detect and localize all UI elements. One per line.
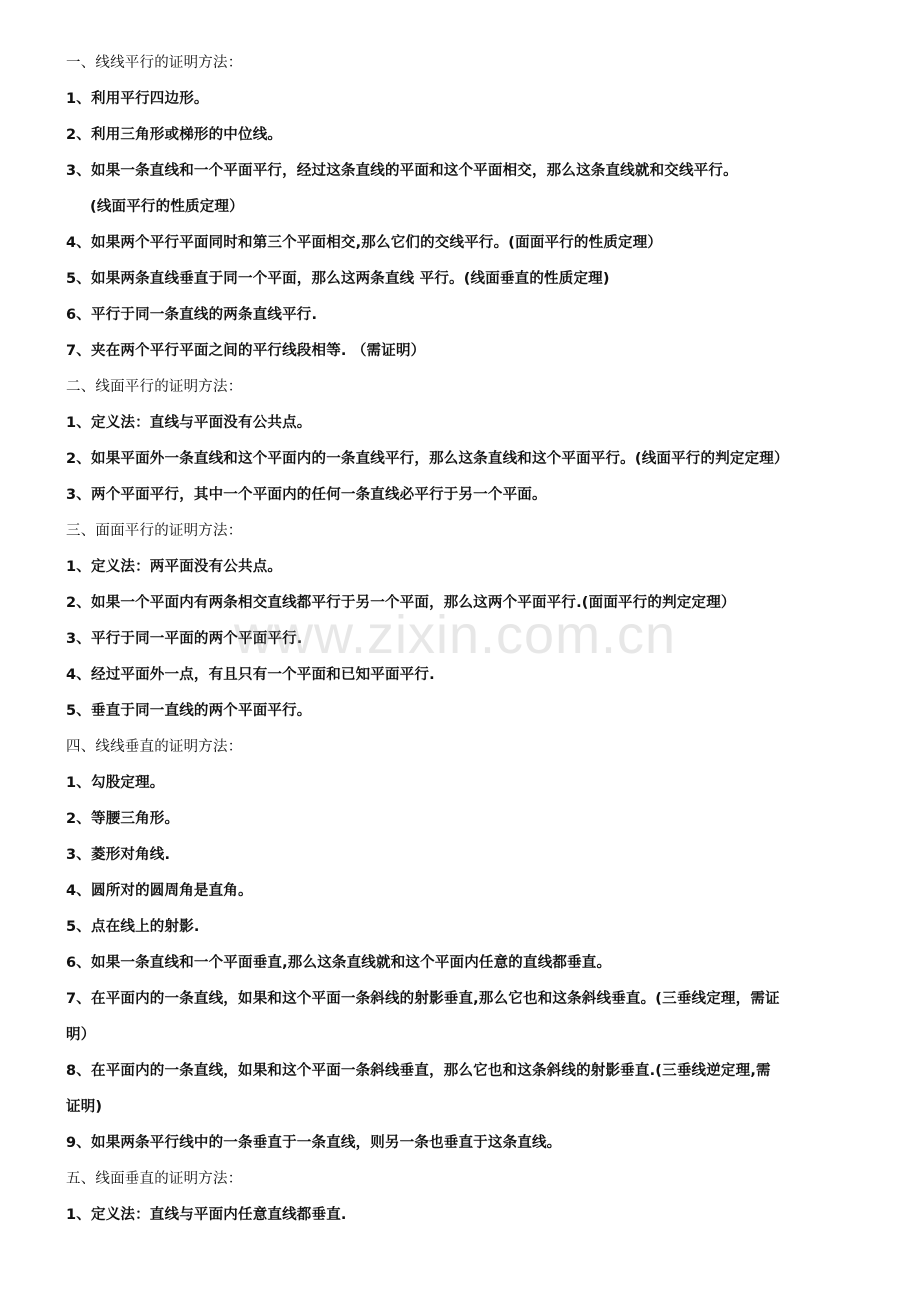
list-item: 6、平行于同一条直线的两条直线平行. xyxy=(66,307,318,323)
list-item: 1、定义法：直线与平面内任意直线都垂直. xyxy=(66,1207,347,1223)
list-item: 4、圆所对的圆周角是直角。 xyxy=(66,883,253,899)
list-item: 2、如果一个平面内有两条相交直线都平行于另一个平面，那么这两个平面平行.(面面平行的判定定理） xyxy=(66,595,736,611)
section-heading: 一、线线平行的证明方法： xyxy=(66,55,243,71)
list-item: 4、如果两个平行平面同时和第三个平面相交,那么它们的交线平行。(面面平行的性质定理） xyxy=(66,235,663,251)
list-item: 5、垂直于同一直线的两个平面平行。 xyxy=(66,703,312,719)
list-item: 3、如果一条直线和一个平面平行，经过这条直线的平面和这个平面相交，那么这条直线就和交线平行。 xyxy=(66,163,738,179)
list-item: 1、利用平行四边形。 xyxy=(66,91,209,107)
section-heading: 二、线面平行的证明方法： xyxy=(66,379,243,395)
list-item: 5、点在线上的射影. xyxy=(66,919,200,935)
list-item: 8、在平面内的一条直线，如果和这个平面一条斜线垂直，那么它也和这条斜线的射影垂直.(三垂线逆定理,需 xyxy=(66,1063,771,1079)
document-body xyxy=(66,52,862,1240)
section-heading: 五、线面垂直的证明方法： xyxy=(66,1171,243,1187)
list-item: 2、等腰三角形。 xyxy=(66,811,180,827)
watermark: www.zixin.com.cn xyxy=(234,605,677,665)
list-item: 3、平行于同一平面的两个平面平行. xyxy=(66,631,303,647)
list-item: 明） xyxy=(66,1027,96,1043)
list-item: 7、夹在两个平行平面之间的平行线段相等. （需证明） xyxy=(66,343,426,359)
list-item: 2、如果平面外一条直线和这个平面内的一条直线平行，那么这条直线和这个平面平行。(线面平行的判定定理） xyxy=(66,451,789,467)
list-item: 1、定义法：直线与平面没有公共点。 xyxy=(66,415,312,431)
list-item: 3、两个平面平行，其中一个平面内的任何一条直线必平行于另一个平面。 xyxy=(66,487,547,503)
section-heading: 四、线线垂直的证明方法： xyxy=(66,739,243,755)
list-item: 1、勾股定理。 xyxy=(66,775,165,791)
list-item: 4、经过平面外一点，有且只有一个平面和已知平面平行. xyxy=(66,667,435,683)
list-item: 9、如果两条平行线中的一条垂直于一条直线，则另一条也垂直于这条直线。 xyxy=(66,1135,562,1151)
list-item: 7、在平面内的一条直线，如果和这个平面一条斜线的射影垂直,那么它也和这条斜线垂直。(三垂线定理，需证 xyxy=(66,991,780,1007)
list-item: 3、菱形对角线. xyxy=(66,847,171,863)
list-item: 2、利用三角形或梯形的中位线。 xyxy=(66,127,283,143)
list-item: 证明) xyxy=(66,1099,103,1115)
list-item: (线面平行的性质定理） xyxy=(90,199,244,215)
list-item: 5、如果两条直线垂直于同一个平面，那么这两条直线 平行。(线面垂直的性质定理) xyxy=(66,271,610,287)
list-item: 1、定义法：两平面没有公共点。 xyxy=(66,559,283,575)
section-heading: 三、面面平行的证明方法： xyxy=(66,523,243,539)
list-item: 6、如果一条直线和一个平面垂直,那么这条直线就和这个平面内任意的直线都垂直。 xyxy=(66,955,612,971)
